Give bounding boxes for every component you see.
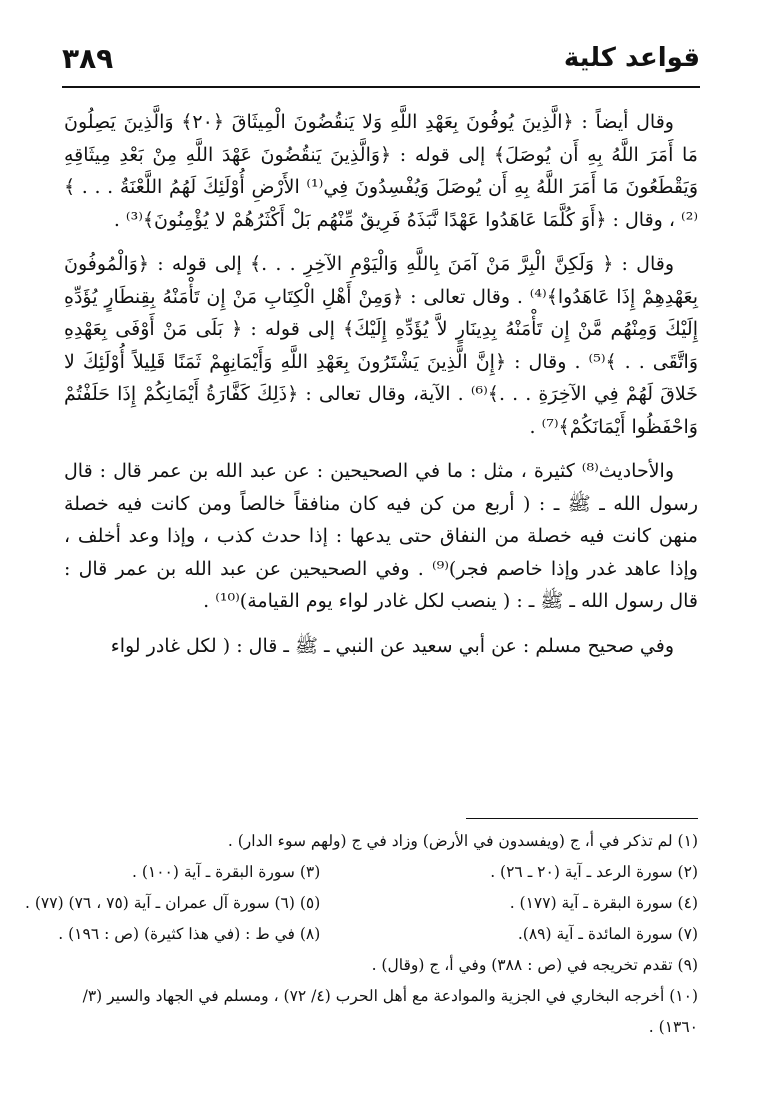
footnote-8: (٨) في ط : (في هذا كثيرة) (ص : ١٩٦) . xyxy=(58,925,321,943)
footnote-9: (٩) تقدم تخريجه في (ص : ٣٨٨) وفي أ، ج (وقال) . xyxy=(371,956,698,974)
footnote-row-2-3 xyxy=(64,857,698,888)
footnotes xyxy=(25,826,698,1043)
footnote-1: (١) لم تذكر في أ، ج (ويفسدون في الأرض) وزاد في ج (ولهم سوء الدار) . xyxy=(227,832,698,850)
paragraph-4: وفي صحيح مسلم : عن أبي سعيد عن النبي ـ ﷺ ـ قال : ( لكل غادر لواء xyxy=(110,634,674,657)
footnote-4: (٤) سورة البقرة ـ آية (١٧٧) . xyxy=(509,894,698,912)
footnote-3: (٣) سورة البقرة ـ آية (١٠٠) . xyxy=(131,863,321,881)
paragraph-1: وقال أيضاً : ﴿الَّذِينَ يُوفُونَ بِعَهْدِ اللَّهِ وَلا يَنقُضُونَ الْمِيثَاقَ ﴿٢٠﴾ وَالَّذِينَ يَصِلُونَ مَا أَمَرَ اللَّهُ بِهِ أَن يُوصَلَ﴾ إلى قوله : ﴿وَالَّذِينَ يَنقُضُونَ عَهْدَ اللَّهِ مِنْ بَعْدِ مِيثَاقِهِ وَيَقْطَعُونَ مَا أَمَرَ اللَّهُ بِهِ أَن يُوصَلَ وَيُفْسِدُونَ فِي⁽¹⁾ الأَرْضِ أُوْلَئِكَ لَهُمُ اللَّعْنَةُ . . . ﴾⁽²⁾ ، وقال : ﴿أَوَ كُلَّمَا عَاهَدُوا عَهْدًا نَّبَذَهُ فَرِيقٌ مِّنْهُم بَلْ أَكْثَرُهُمْ لا يُؤْمِنُونَ﴾⁽³⁾ . xyxy=(64,111,698,231)
footnote-5-6: (٥) (٦) سورة آل عمران ـ آية (٧٥ ، ٧٦) (٧٧) . xyxy=(25,894,321,912)
footnote-10: (١٠) أخرجه البخاري في الجزية والموادعة مع أهل الحرب (٤/ ٧٢) ، ومسلم في الجهاد والسير (٣/ ١٣٦٠) . xyxy=(82,987,698,1036)
main-text xyxy=(64,106,698,674)
page-header xyxy=(62,30,700,88)
running-title: قواعد كلية xyxy=(563,43,700,73)
paragraph-3: والأحاديث⁽⁸⁾ كثيرة ، مثل : ما في الصحيحين : عن عبد الله بن عمر قال : قال رسول الله ـ ﷺ ـ : ( أربع من كن فيه كان منافقاً خالصاً ومن كانت فيه خصلة منهن كانت فيه خصلة من النفاق حتى يدعها : إذا حدث كذب ، وإذا وعد أخلف ، وإذا عاهد غدر وإذا خاصم فجر)⁽⁹⁾ . وفي الصحيحين عن عبد الله بن عمر قال : قال رسول الله ـ ﷺ ـ : ( ينصب لكل غادر لواء يوم القيامة)⁽¹⁰⁾ . xyxy=(64,460,698,612)
paragraph-2: وقال : ﴿ وَلَكِنَّ الْبِرَّ مَنْ آمَنَ بِاللَّهِ وَالْيَوْمِ الآخِرِ . . .﴾ إلى قوله : ﴿وَالْمُوفُونَ بِعَهْدِهِمْ إِذَا عَاهَدُوا﴾⁽⁴⁾ . وقال تعالى : ﴿وَمِنْ أَهْلِ الْكِتَابِ مَنْ إِن تَأْمَنْهُ بِقِنطَارٍ يُؤَدِّهِ إِلَيْكَ وَمِنْهُم مَّنْ إِن تَأْمَنْهُ بِدِينَارٍ لاَّ يُؤَدِّهِ إِلَيْكَ﴾ إلى قوله : ﴿ بَلَى مَنْ أَوْفَى بِعَهْدِهِ وَاتَّقَى . . ﴾⁽⁵⁾ . وقال : ﴿إِنَّ الَّذِينَ يَشْتَرُونَ بِعَهْدِ اللَّهِ وَأَيْمَانِهِمْ ثَمَنًا قَلِيلاً أُوْلَئِكَ لا خَلاقَ لَهُمْ فِي الآخِرَةِ . . .﴾⁽⁶⁾ . الآية، وقال تعالى : ﴿ذَلِكَ كَفَّارَةُ أَيْمَانِكُمْ إِذَا حَلَفْتُمْ وَاحْفَظُوا أَيْمَانَكُمْ﴾⁽⁷⁾ . xyxy=(64,253,698,438)
footnote-divider xyxy=(466,818,698,819)
footnote-2: (٢) سورة الرعد ـ آية (٢٠ ـ ٢٦) . xyxy=(490,863,698,881)
footnote-row-7-8 xyxy=(58,919,698,950)
footnote-7: (٧) سورة المائدة ـ آية (٨٩). xyxy=(517,925,698,943)
page-number: ٣٨٩ xyxy=(62,41,114,75)
footnote-row-4-5 xyxy=(25,888,698,919)
